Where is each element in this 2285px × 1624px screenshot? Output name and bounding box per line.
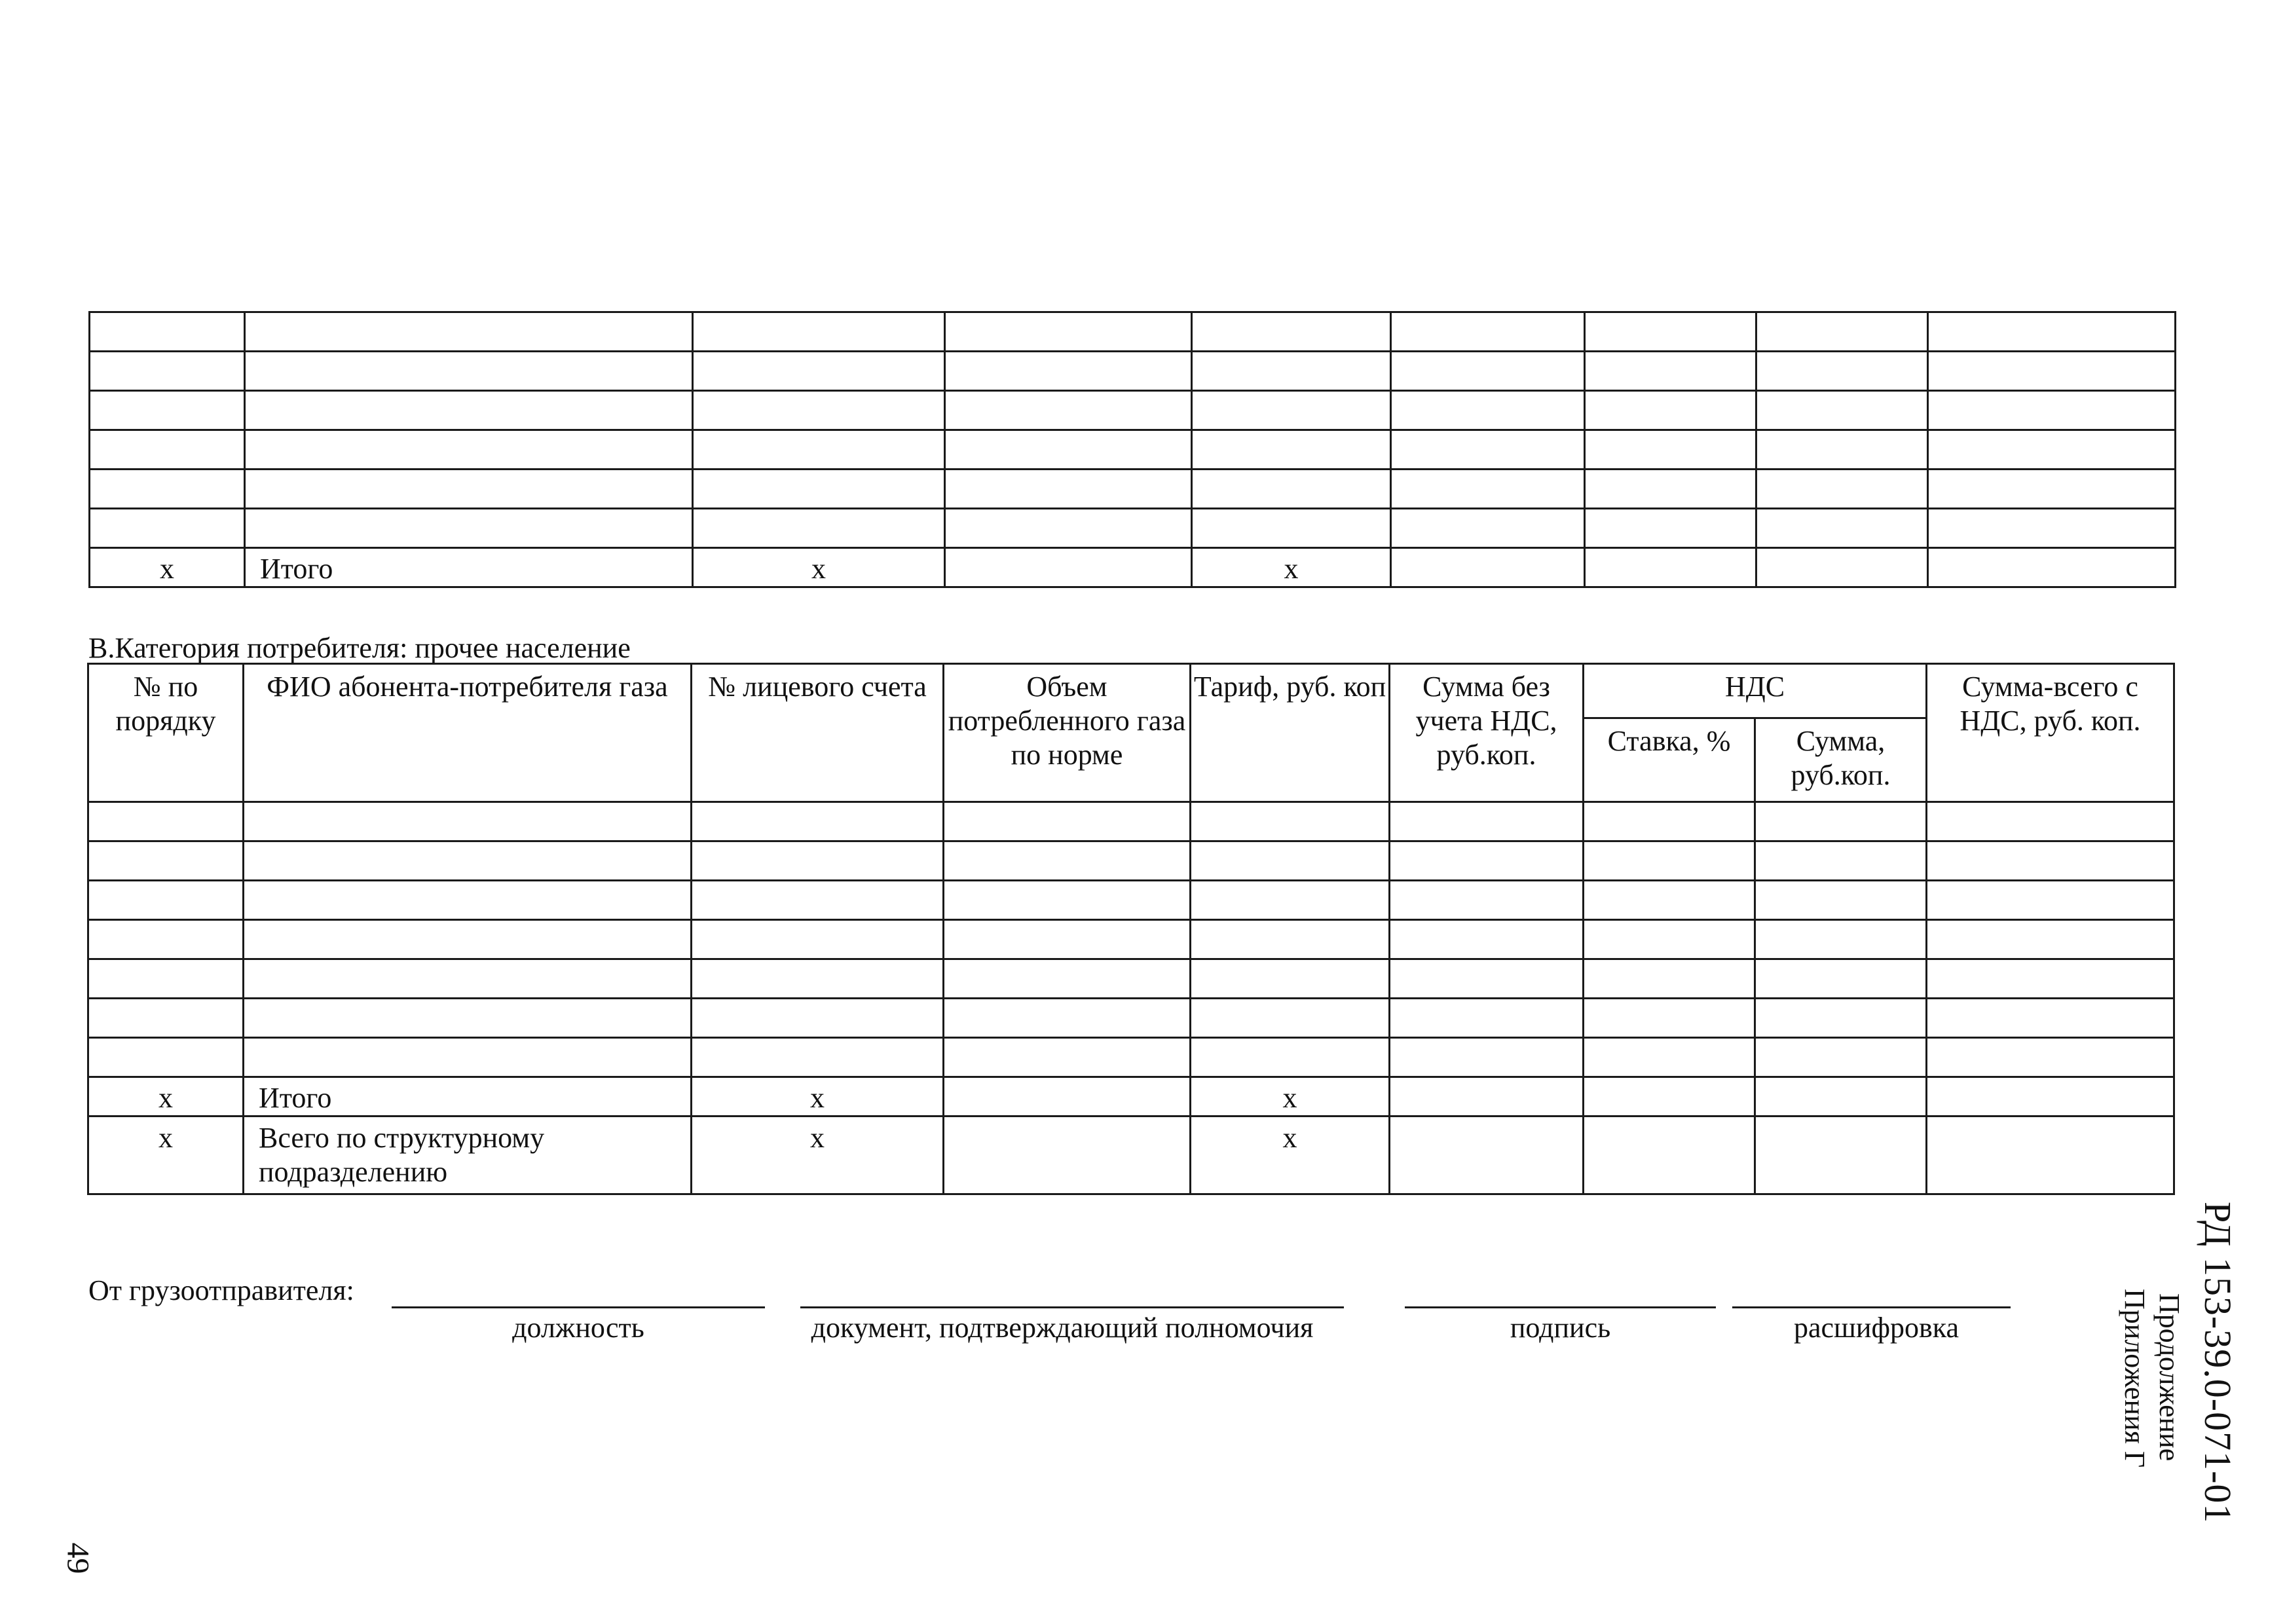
total-row <box>88 1077 2174 1116</box>
cell-x: x <box>1191 1116 1390 1194</box>
table-row <box>88 881 2174 920</box>
document-code: РД 153-39.0-071-01 <box>2197 1202 2239 1524</box>
position-signature-line <box>392 1306 765 1308</box>
cell-x: x <box>88 1077 244 1116</box>
header-vat-sum: Сумма, руб.коп. <box>1755 718 1927 802</box>
header-vat: НДС <box>1584 664 1927 718</box>
section-b-title: В.Категория потребителя: прочее население <box>88 632 631 664</box>
header-total: Сумма-всего с НДС, руб. коп. <box>1927 664 2174 802</box>
transcript-caption: расшифровка <box>1793 1312 1959 1344</box>
appendix-label: Приложения Г <box>2119 1289 2151 1468</box>
header-account: № лицевого счета <box>692 664 944 802</box>
document-signature-line <box>800 1306 1344 1308</box>
cell-x: x <box>90 548 245 587</box>
header-volume: Объем потребленного газа по норме <box>944 664 1191 802</box>
table-row <box>88 920 2174 959</box>
page-number: 49 <box>60 1542 96 1574</box>
total-label: Итого <box>244 1077 692 1116</box>
table-row <box>88 1038 2174 1077</box>
signature-label: От грузоотправителя: <box>88 1274 354 1306</box>
table-row <box>90 352 2176 391</box>
table-row <box>90 430 2176 470</box>
table-row <box>88 959 2174 999</box>
grand-total-row <box>88 1116 2174 1194</box>
document-caption: документ, подтверждающий полномочия <box>811 1312 1314 1344</box>
position-caption: должность <box>512 1312 644 1344</box>
cell-x: x <box>692 1077 944 1116</box>
header-tariff: Тариф, руб. коп <box>1191 664 1390 802</box>
total-row <box>90 548 2176 587</box>
header-num: № по порядку <box>88 664 244 802</box>
header-row <box>88 664 2174 718</box>
transcript-signature-line <box>1732 1306 2011 1308</box>
cell-x: x <box>693 548 945 587</box>
cell-x: x <box>692 1116 944 1194</box>
table-row <box>88 841 2174 881</box>
signature-line <box>1405 1306 1716 1308</box>
table-row <box>88 999 2174 1038</box>
table-row <box>88 802 2174 841</box>
header-fio: ФИО абонента-потребителя газа <box>244 664 692 802</box>
header-sum-no-vat: Сумма без учета НДС, руб.коп. <box>1390 664 1584 802</box>
section-b-table <box>87 663 2175 1195</box>
cell-x: x <box>1192 548 1391 587</box>
table-row <box>90 470 2176 509</box>
table-row <box>90 509 2176 548</box>
table-row <box>90 391 2176 430</box>
cell-x: x <box>1191 1077 1390 1116</box>
continuation-label: Продолжение <box>2153 1293 2185 1462</box>
total-label: Итого <box>245 548 693 587</box>
signature-caption: подпись <box>1510 1312 1611 1344</box>
top-table <box>88 311 2176 588</box>
cell-x: x <box>88 1116 244 1194</box>
table-row <box>90 312 2176 352</box>
header-vat-rate: Ставка, % <box>1584 718 1755 802</box>
grand-total-label: Всего по структурному подразделению <box>244 1116 692 1194</box>
